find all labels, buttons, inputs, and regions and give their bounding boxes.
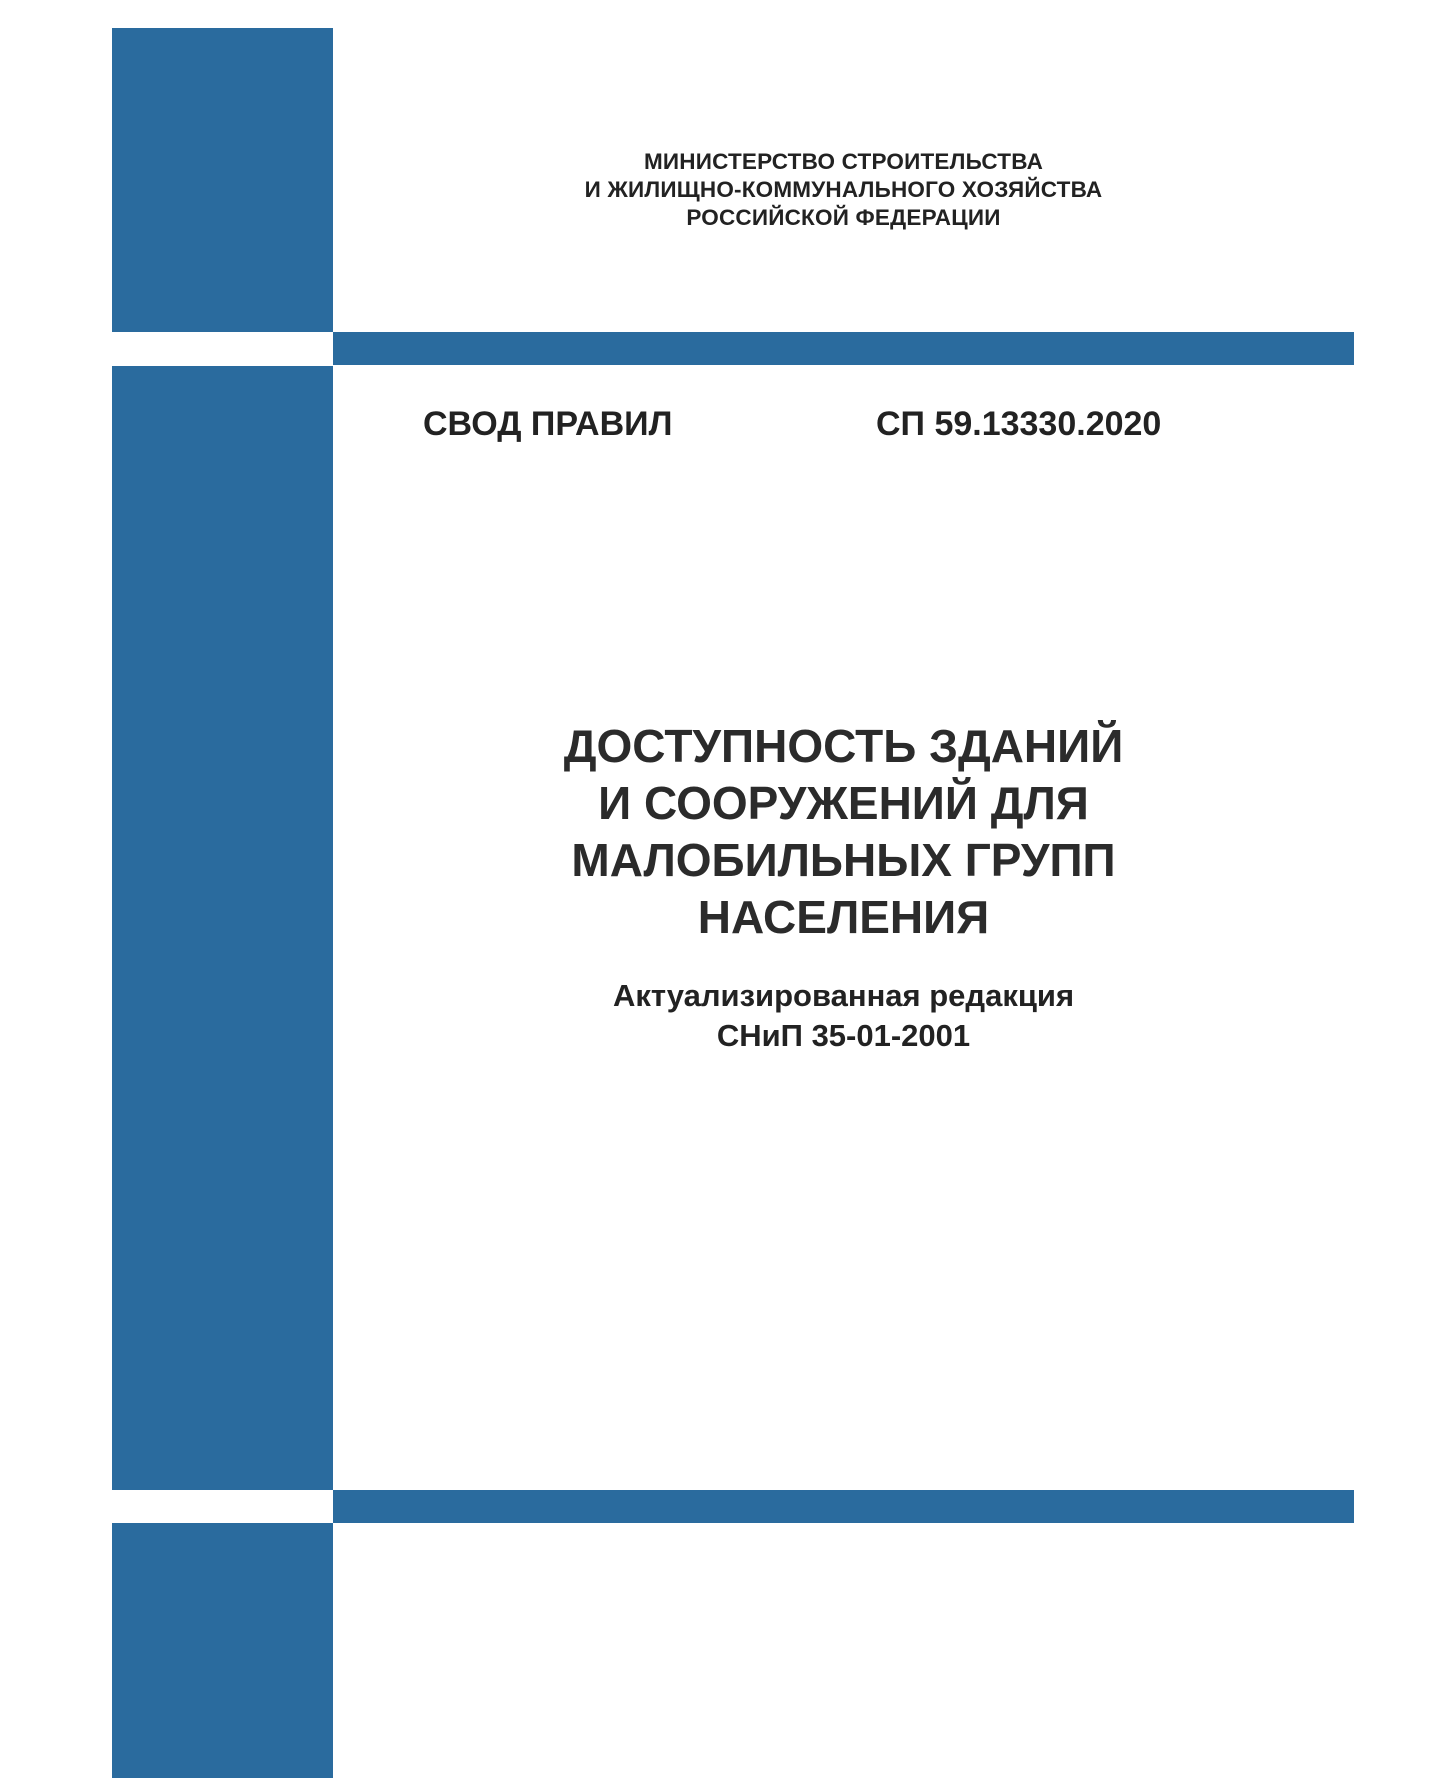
ministry-header — [333, 148, 1354, 232]
edition-note — [333, 976, 1354, 1056]
edition-line-2: СНиП 35-01-2001 — [716, 1018, 971, 1053]
title-line-1: ДОСТУПНОСТЬ ЗДАНИЙ — [563, 720, 1124, 772]
ministry-line-2: И ЖИЛИЩНО-КОММУНАЛЬНОГО ХОЗЯЙСТВА — [584, 177, 1103, 202]
cover-stripe-bottom — [333, 1490, 1354, 1523]
document-code: СП 59.13330.2020 — [876, 405, 1162, 443]
cover-block-top-left — [112, 28, 333, 332]
cover-stripe-top — [333, 332, 1354, 365]
ministry-line-1: МИНИСТЕРСТВО СТРОИТЕЛЬСТВА — [643, 149, 1044, 174]
title-line-2: И СООРУЖЕНИЙ ДЛЯ — [598, 777, 1089, 829]
edition-line-1: Актуализированная редакция — [612, 978, 1075, 1013]
cover-block-bottom-left — [112, 1523, 333, 1778]
document-title — [333, 718, 1354, 946]
title-line-4: НАСЕЛЕНИЯ — [697, 891, 990, 943]
document-type-label: СВОД ПРАВИЛ — [423, 405, 673, 443]
ministry-line-3: РОССИЙСКОЙ ФЕДЕРАЦИИ — [686, 205, 1001, 230]
title-line-3: МАЛОБИЛЬНЫХ ГРУПП — [571, 834, 1116, 886]
cover-block-middle-left — [112, 366, 333, 1490]
